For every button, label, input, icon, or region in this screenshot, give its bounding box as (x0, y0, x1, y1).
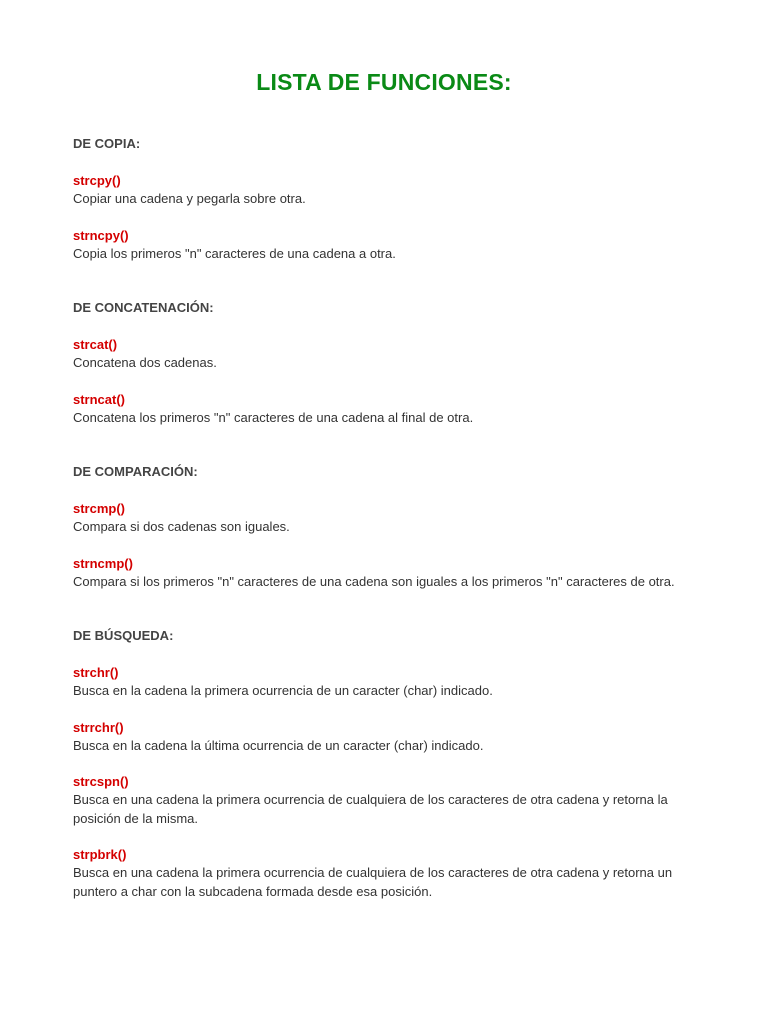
page-title: LISTA DE FUNCIONES: (256, 69, 512, 95)
function-description: Compara si los primeros "n" caracteres de una cadena son iguales a los primeros "n" caracteres de otra. (73, 573, 675, 589)
function-name: strpbrk() (73, 847, 127, 862)
function-name: strcat() (73, 337, 118, 352)
function-entry-strncmp (73, 555, 695, 592)
function-description: Busca en una cadena la primera ocurrencia de cualquiera de los caracteres de otra cadena y retorna un puntero a char con la subcadena formada desde esa posición. (73, 865, 673, 899)
function-description: Concatena dos cadenas. (73, 355, 217, 370)
function-name: strncpy() (73, 227, 129, 243)
function-entry-strcpy (73, 172, 695, 209)
section-comparacion (73, 463, 695, 591)
section-concatenacion (73, 299, 695, 427)
function-name: strchr() (73, 665, 119, 680)
function-description: Compara si dos cadenas son iguales. (73, 519, 290, 534)
function-description: Busca en una cadena la primera ocurrencia de cualquiera de los caracteres de otra cadena y retorna la posición de la misma. (73, 792, 668, 826)
function-name: strncat() (73, 391, 126, 407)
function-entry-strncpy (73, 227, 695, 264)
function-entry-strchr (73, 664, 695, 701)
section-heading: DE CONCATENACIÓN: (73, 300, 214, 315)
function-name: strcpy() (73, 173, 121, 188)
function-name: strcmp() (73, 501, 126, 516)
section-copia (73, 135, 695, 263)
function-entry-strncat (73, 391, 695, 428)
function-description: Copiar una cadena y pegarla sobre otra. (73, 191, 306, 206)
function-description: Concatena los primeros "n" caracteres de una cadena al final de otra. (73, 409, 474, 425)
function-entry-strpbrk (73, 846, 695, 901)
section-busqueda (73, 627, 695, 901)
function-name: strrchr() (73, 719, 124, 735)
function-description: Copia los primeros "n" caracteres de una cadena a otra. (73, 245, 396, 261)
function-name: strncmp() (73, 555, 133, 571)
function-entry-strrchr (73, 719, 695, 756)
function-entry-strcmp (73, 500, 695, 537)
function-description: Busca en la cadena la última ocurrencia de un caracter (char) indicado. (73, 737, 484, 753)
function-description: Busca en la cadena la primera ocurrencia de un caracter (char) indicado. (73, 683, 493, 698)
section-heading: DE COPIA: (73, 136, 141, 151)
function-entry-strcat (73, 336, 695, 373)
section-heading: DE BÚSQUEDA: (73, 628, 174, 643)
function-entry-strcspn (73, 773, 695, 828)
section-heading: DE COMPARACIÓN: (73, 464, 198, 479)
function-name: strcspn() (73, 774, 129, 789)
